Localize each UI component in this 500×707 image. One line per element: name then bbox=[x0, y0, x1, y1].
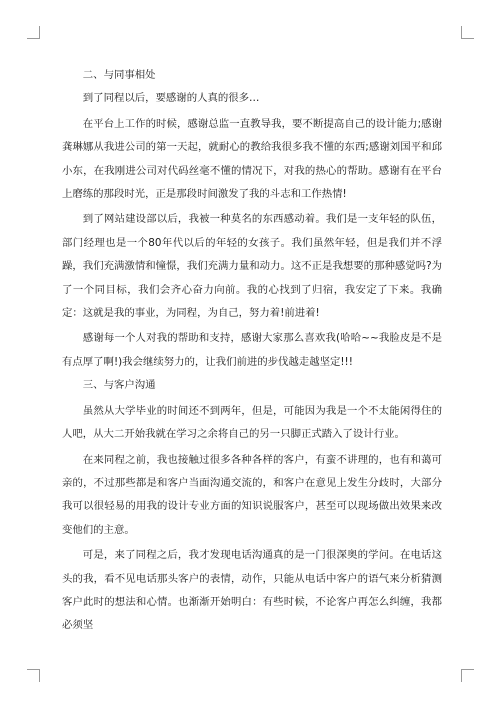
crop-mark-top-right bbox=[461, 26, 474, 39]
paragraph: 在平台上工作的时候，感谢总监一直教导我，要不断提高自己的设计能力;感谢龚琳娜从我进公司的第一天起，就耐心的教给我很多我不懂的东西;感谢刘国平和邱小东，在我刚进公司对代码丝毫不懂的情况下，对我的热心的帮助。感谢有在平台上磨练的那段时光，正是那段时间激发了我的斗志和工作热情! bbox=[62, 117, 442, 201]
paragraph: 到了网站建设部以后，我被一种莫名的东西感动着。我们是一支年轻的队伍，部门经理也是一个80年代以后的年轻的女孩子。我们虽然年轻，但是我们并不浮躁，我们充满激情和憧憬，我们充满力量和动力。这不正是我想要的那种感觉吗?为了一个同目标，我们会齐心奋力向前。我的心找到了归宿，我安定了下来。我确定：这就是我的事业，为同程，为自己，努力着!前进着! bbox=[62, 213, 442, 320]
paragraph: 虽然从大学毕业的时间还不到两年，但是，可能因为我是一个不太能闲得住的人吧，从大二开始我就在学习之余将自己的另一只脚正式踏入了设计行业。 bbox=[62, 404, 442, 441]
section-heading-customers: 三、与客户沟通 bbox=[82, 379, 156, 392]
crop-mark-bottom-left bbox=[27, 669, 40, 682]
document-body bbox=[62, 64, 442, 638]
crop-mark-top-left bbox=[27, 26, 40, 39]
paragraph: 到了同程以后，要感谢的人真的很多… bbox=[82, 92, 260, 105]
paragraph: 可是，来了同程之后，我才发现电话沟通真的是一门很深奥的学问。在电话这头的我，看不见电话那头客户的表情，动作，只能从电话中客户的语气来分析猜测客户此时的想法和心情。也渐渐开始明白：有些时候，不论客户再怎么纠缠，我都必须坚 bbox=[62, 549, 442, 632]
section-heading-colleagues: 二、与同事相处 bbox=[82, 69, 156, 81]
paragraph: 感谢每一个人对我的帮助和支持，感谢大家那么喜欢我(哈哈~~我脸皮是不是有点厚了啊!)我会继续努力的，让我们前进的步伐越走越坚定!!! bbox=[62, 332, 442, 368]
crop-mark-bottom-right bbox=[461, 669, 474, 682]
paragraph: 在来同程之前，我也接触过很多各种各样的客户，有蛮不讲理的，也有和蔼可亲的，不过那些都是和客户当面沟通交流的，和客户在意见上发生分歧时，大部分我可以很轻易的用我的设计专业方面的知识说服客户，甚至可以现场做出效果来改变他们的主意。 bbox=[62, 453, 442, 536]
